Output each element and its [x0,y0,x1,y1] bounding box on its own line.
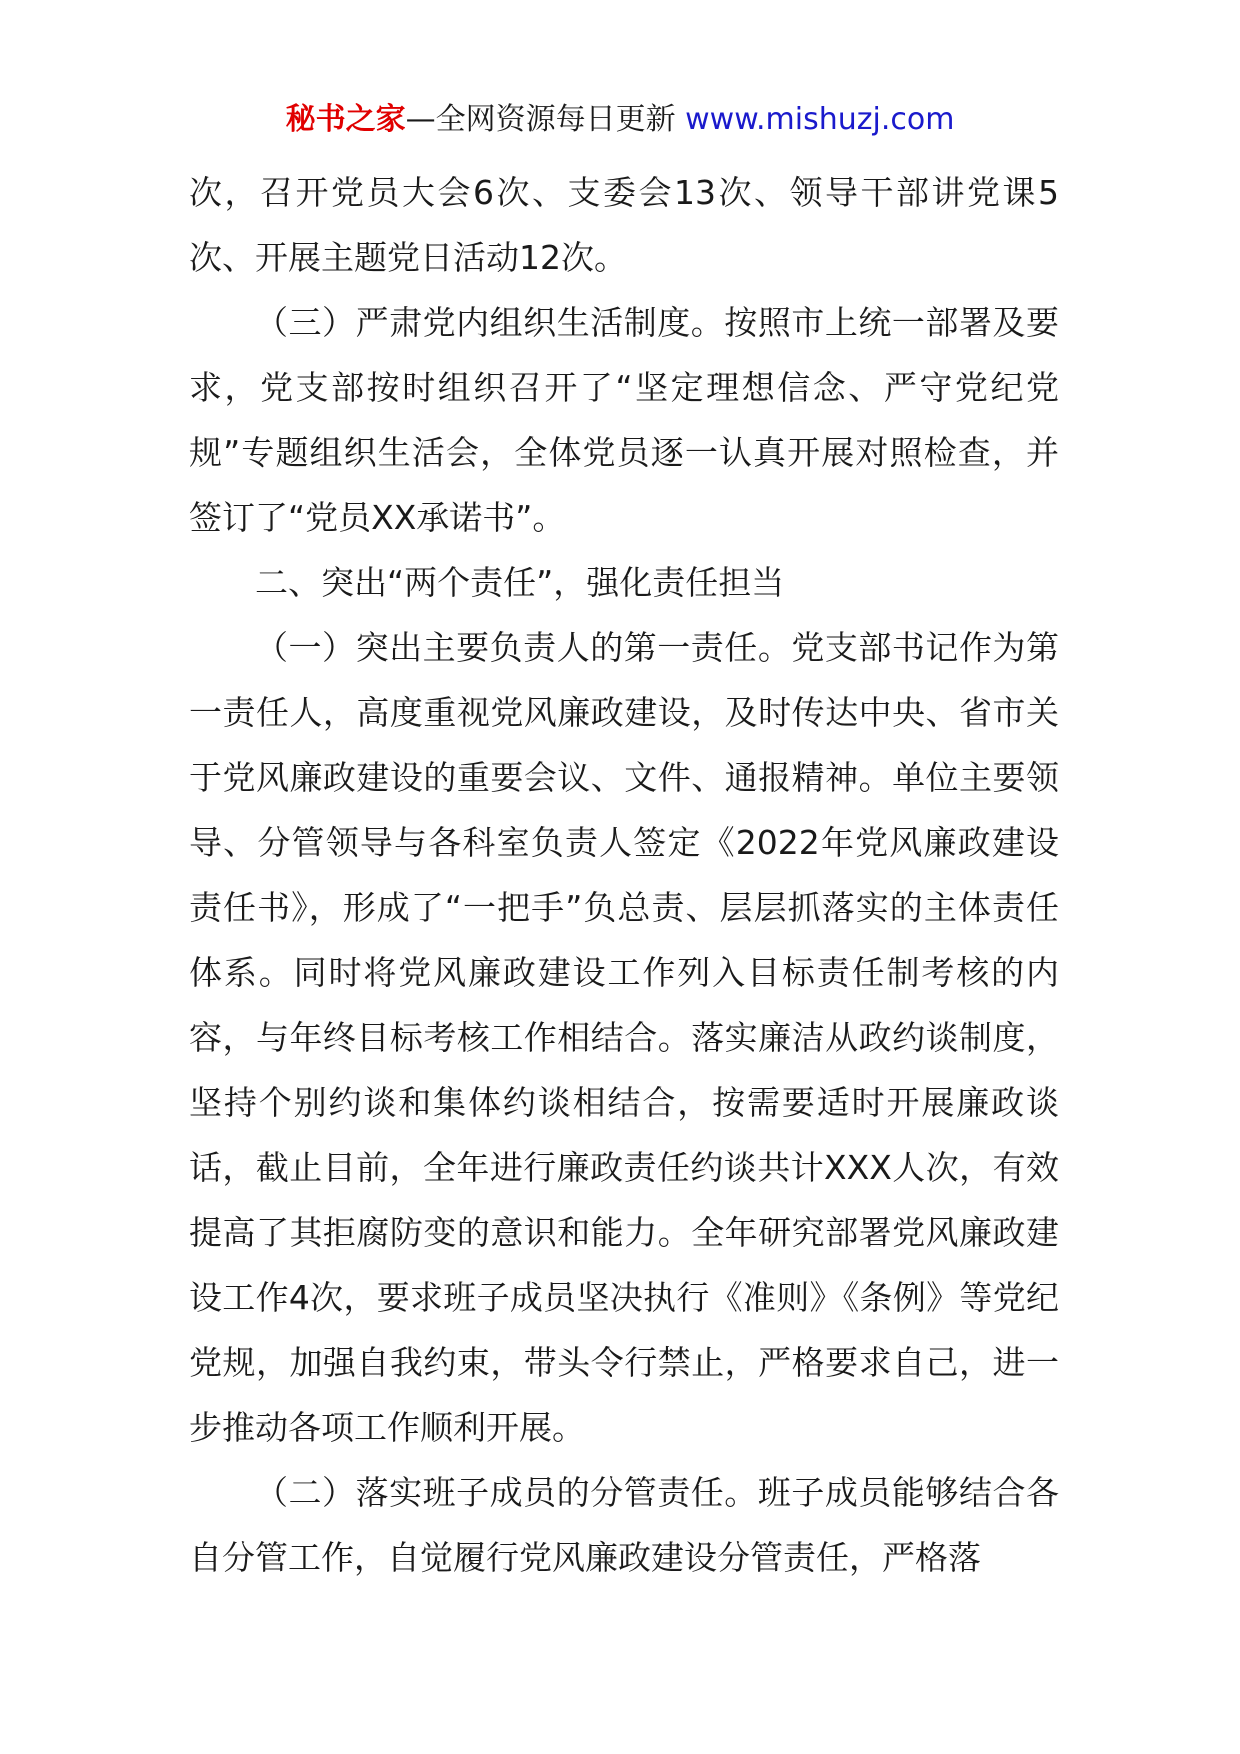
paragraph-continuation: 次，召开党员大会6次、支委会13次、领导干部讲党课5次、开展主题党日活动12次。 [189,173,1059,277]
paragraph-subsection-1: （一）突出主要负责人的第一责任。党支部书记作为第一责任人，高度重视党风廉政建设，及时传达中央、省市关于党风廉政建设的重要会议、文件、通报精神。单位主要领导、分管领导与各科室负责人签定《2022年党风廉政建设责任书》，形成了“一把手”负总责、层层抓落实的主体责任体系。同时将党风廉政建设工作列入目标责任制考核的内容，与年终目标考核工作相结合。落实廉洁从政约谈制度，坚持个别约谈和集体约谈相结合，按需要适时开展廉政谈话，截止目前，全年进行廉政责任约谈共计XXX人次，有效提高了其拒腐防变的意识和能力。全年研究部署党风廉政建设工作4次，要求班子成员坚决执行《准则》《条例》等党纪党规，加强自我约束，带头令行禁止，严格要求自己，进一步推动各项工作顺利开展。 [189,628,1059,1447]
page-header [0,100,1240,140]
site-tagline: —全网资源每日更新 [405,102,676,137]
site-url-link[interactable]: www.mishuzj.com [685,102,955,137]
document-body [189,160,1059,1590]
section-heading-2: 二、突出“两个责任”，强化责任担当 [255,563,785,602]
paragraph-subsection-2: （二）落实班子成员的分管责任。班子成员能够结合各自分管工作，自觉履行党风廉政建设分管责任，严格落 [189,1473,1059,1577]
site-brand: 秘书之家 [285,102,406,137]
paragraph-section-3: （三）严肃党内组织生活制度。按照市上统一部署及要求，党支部按时组织召开了“坚定理想信念、严守党纪党规”专题组织生活会，全体党员逐一认真开展对照检查，并签订了“党员XX承诺书”。 [189,303,1059,537]
